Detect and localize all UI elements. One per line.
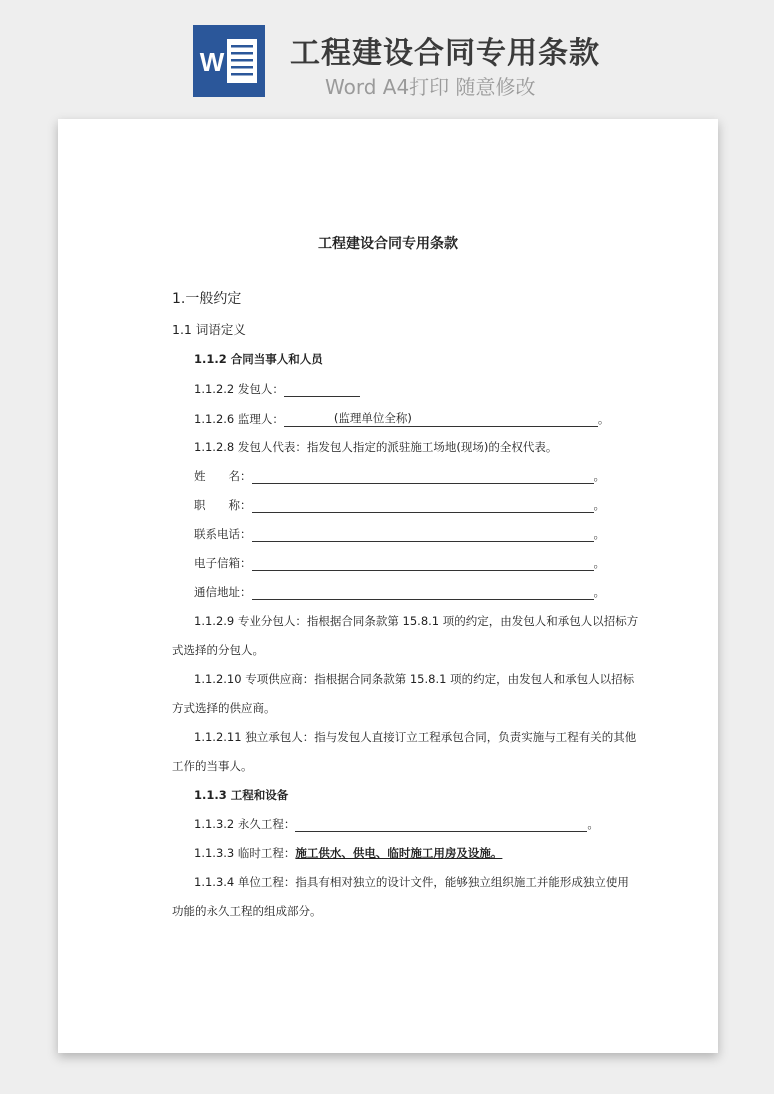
title-label: 职 称： — [194, 498, 252, 512]
address-blank[interactable] — [252, 587, 594, 600]
banner-title: 工程建设合同专用条款 — [290, 36, 600, 71]
row-email: 电子信箱： 。 — [194, 556, 605, 570]
banner — [0, 0, 774, 118]
title-blank[interactable] — [252, 500, 594, 513]
row-supervisor: 1.1.2.6 监理人： (监理单位全称) 。 — [194, 411, 610, 426]
word-icon — [193, 25, 265, 97]
permanent-works-blank[interactable] — [295, 819, 587, 832]
para-subcontractor-2: 式选择的分包人。 — [172, 643, 264, 657]
email-label: 电子信箱： — [194, 556, 252, 570]
supervisor-label: 1.1.2.6 监理人： — [194, 412, 284, 426]
name-label: 姓 名： — [194, 469, 252, 483]
row-title: 职 称： 。 — [194, 498, 605, 512]
row-address: 通信地址： 。 — [194, 585, 605, 599]
row-temporary-works — [194, 845, 502, 861]
row-employer-rep: 1.1.2.8 发包人代表：指发包人指定的派驻施工场地(现场)的全权代表。 — [194, 440, 558, 454]
heading-definitions: 1.1 词语定义 — [172, 322, 246, 337]
phone-label: 联系电话： — [194, 527, 252, 541]
supervisor-blank[interactable] — [284, 410, 598, 427]
para-supplier-2: 方式选择的供应商。 — [172, 701, 276, 715]
document-page — [58, 119, 718, 1053]
section-works: 1.1.3 工程和设备 — [194, 788, 289, 802]
para-supplier-1: 1.1.2.10 专项供应商：指根据合同条款第 15.8.1 项的约定，由发包人和承包人以招标 — [194, 672, 635, 686]
phone-blank[interactable] — [252, 529, 594, 542]
section-parties: 1.1.2 合同当事人和人员 — [194, 352, 323, 366]
para-subcontractor-1: 1.1.2.9 专业分包人：指根据合同条款第 15.8.1 项的约定，由发包人和承包人以招标方 — [194, 614, 639, 628]
word-icon-letter: W — [199, 47, 225, 77]
row-employer — [194, 381, 360, 397]
para-unit-works-2: 功能的永久工程的组成部分。 — [172, 904, 322, 918]
para-independent-1: 1.1.2.11 独立承包人：指与发包人直接订立工程承包合同，负责实施与工程有关的其他 — [194, 730, 637, 744]
permanent-works-label: 1.1.3.2 永久工程： — [194, 817, 296, 831]
supervisor-fill: (监理单位全称) — [333, 411, 412, 425]
email-blank[interactable] — [252, 558, 594, 571]
temporary-works-label: 1.1.3.3 临时工程： — [194, 846, 296, 860]
employer-label: 1.1.2.2 发包人： — [194, 382, 284, 396]
temporary-works-fill: 施工供水、供电、临时施工用房及设施。 — [295, 846, 503, 860]
name-blank[interactable] — [252, 471, 594, 484]
row-phone: 联系电话： 。 — [194, 527, 605, 541]
para-independent-2: 工作的当事人。 — [172, 759, 253, 773]
para-unit-works-1: 1.1.3.4 单位工程：指具有相对独立的设计文件，能够独立组织施工并能形成独立使用 — [194, 875, 629, 889]
heading-general: 1.一般约定 — [172, 291, 242, 307]
document-title: 工程建设合同专用条款 — [318, 236, 458, 252]
banner-subtitle: Word A4打印 随意修改 — [325, 75, 536, 99]
row-name: 姓 名： 。 — [194, 469, 605, 483]
row-permanent-works: 1.1.3.2 永久工程： 。 — [194, 817, 599, 831]
address-label: 通信地址： — [194, 585, 252, 599]
employer-blank[interactable] — [284, 384, 360, 397]
